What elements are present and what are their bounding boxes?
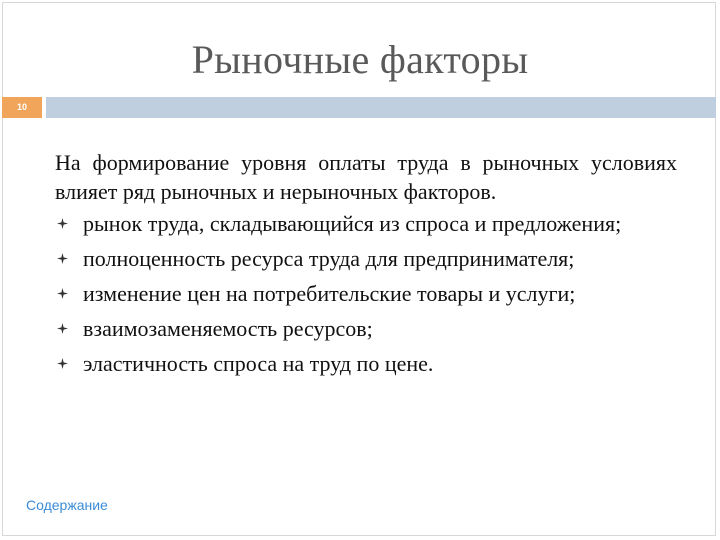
intro-text: На формирование уровня оплаты труда в рыночных условиях влияет ряд рыночных и нерыночных факторов. (55, 150, 677, 204)
list-item (55, 349, 677, 378)
list-item (55, 244, 677, 273)
list-item (55, 314, 677, 343)
bullet-text: взаимозаменяемость ресурсов; (83, 316, 373, 341)
list-item (55, 209, 677, 238)
bullet-text: рынок труда, складывающийся из спроса и предложения; (83, 211, 622, 236)
diamond-bullet-icon (55, 209, 69, 238)
diamond-bullet-icon (55, 314, 69, 343)
diamond-bullet-icon (55, 279, 69, 308)
list-item (55, 279, 677, 308)
bullet-text: изменение цен на потребительские товары и услуги; (83, 281, 576, 306)
slide-number-badge: 10 (2, 97, 42, 118)
bullet-text: эластичность спроса на труд по цене. (83, 351, 434, 376)
bullet-text: полноценность ресурса труда для предпринимателя; (83, 246, 575, 271)
bullet-list (55, 209, 677, 378)
diamond-bullet-icon (55, 349, 69, 378)
slide-title: Рыночные факторы (191, 37, 529, 82)
header-bar (46, 97, 716, 118)
slide-content (55, 148, 677, 384)
contents-link[interactable]: Содержание (26, 497, 108, 513)
diamond-bullet-icon (55, 244, 69, 273)
